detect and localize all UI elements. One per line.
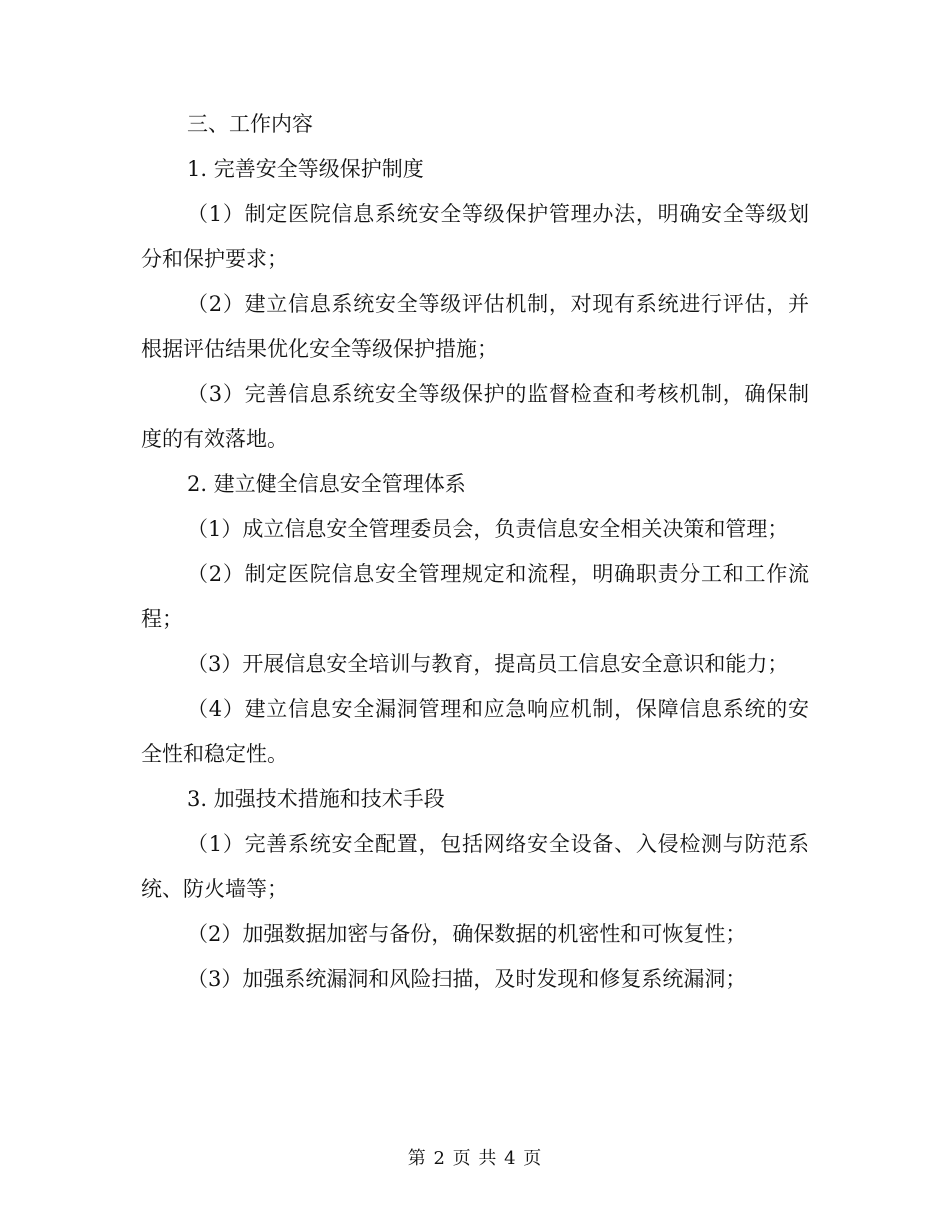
page-footer: 第 2 页 共 4 页 xyxy=(407,1148,543,1169)
list-item: （1）完善系统安全配置，包括网络安全设备、入侵检测与防范系统、防火墙等； xyxy=(141,832,809,901)
list-item: （3）加强系统漏洞和风险扫描，及时发现和修复系统漏洞； xyxy=(187,967,747,991)
list-item: （3）完善信息系统安全等级保护的监督检查和考核机制，确保制度的有效落地。 xyxy=(141,382,809,451)
subsection-heading: 2. 建立健全信息安全管理体系 xyxy=(187,472,466,496)
list-item: （1）成立信息安全管理委员会，负责信息安全相关决策和管理； xyxy=(187,517,789,541)
section-heading: 三、工作内容 xyxy=(187,112,313,136)
list-item: （2）建立信息系统安全等级评估机制，对现有系统进行评估，并根据评估结果优化安全等级保护措施； xyxy=(141,292,809,361)
document-body xyxy=(141,102,809,1002)
subsection-heading: 3. 加强技术措施和技术手段 xyxy=(187,787,445,811)
list-item: （2）制定医院信息安全管理规定和流程，明确职责分工和工作流程； xyxy=(141,562,809,631)
list-item: （2）加强数据加密与备份，确保数据的机密性和可恢复性； xyxy=(187,922,747,946)
list-item: （3）开展信息安全培训与教育，提高员工信息安全意识和能力； xyxy=(187,652,789,676)
subsection-heading: 1. 完善安全等级保护制度 xyxy=(187,157,424,181)
list-item: （4）建立信息安全漏洞管理和应急响应机制，保障信息系统的安全性和稳定性。 xyxy=(141,697,809,766)
list-item: （1）制定医院信息系统安全等级保护管理办法，明确安全等级划分和保护要求； xyxy=(141,202,809,271)
